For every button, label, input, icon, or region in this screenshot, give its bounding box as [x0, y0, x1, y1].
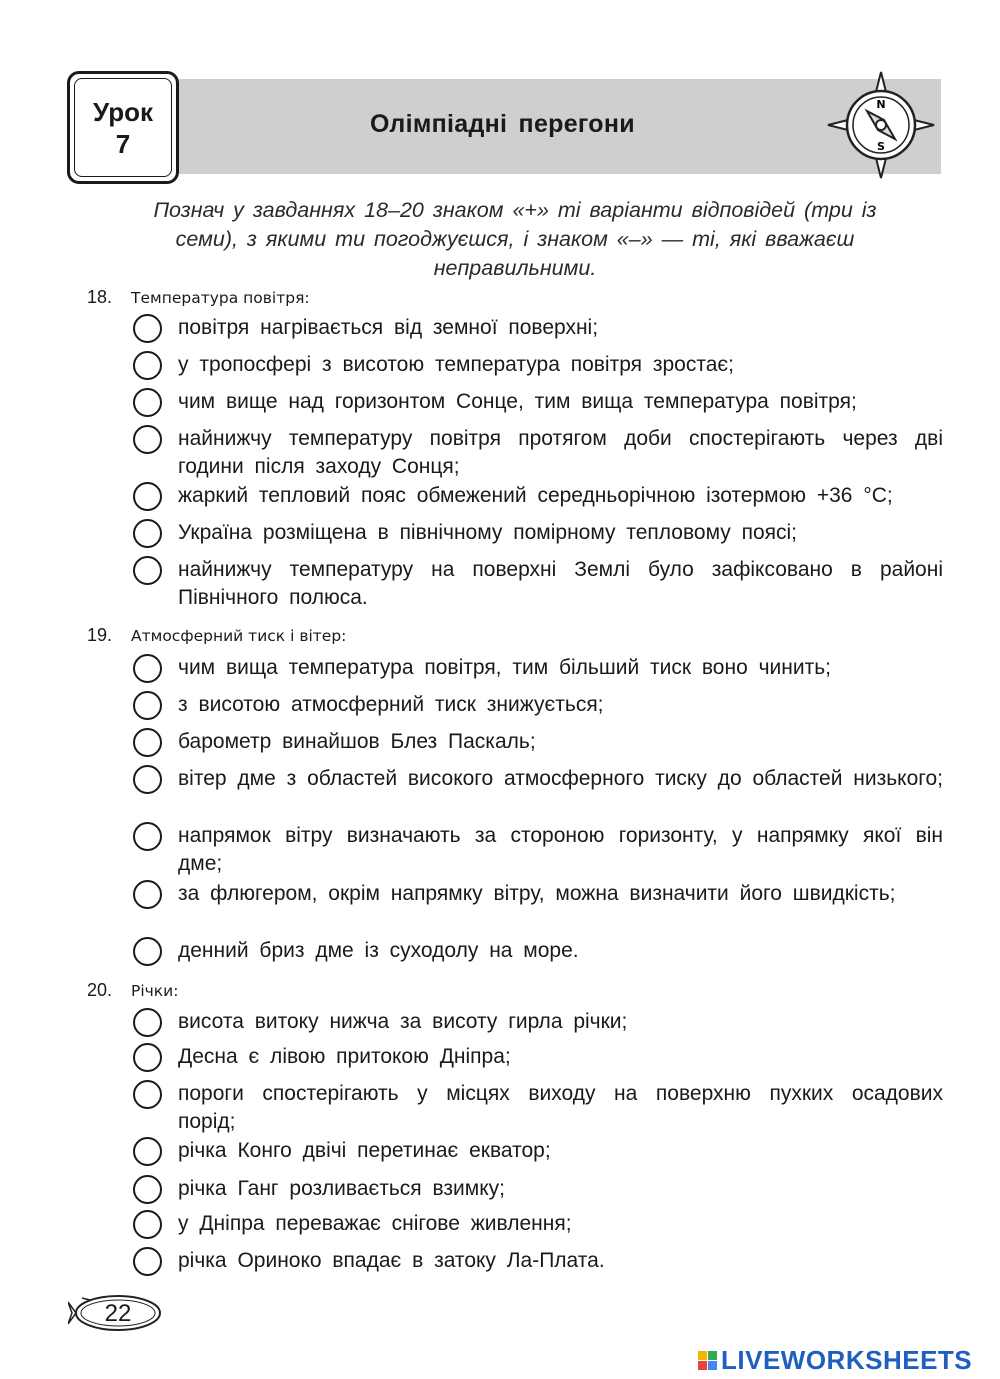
answer-circle-input[interactable]: [133, 691, 162, 720]
question-title: Атмосферний тиск і вітер:: [131, 627, 347, 645]
option-text: з висотою атмосферний тиск знижується;: [178, 693, 604, 716]
option-text: найнижчу температуру повітря протягом доби спостерігають через дві години після заходу Сонця;: [178, 427, 943, 478]
option-text: повітря нагрівається від земної поверхні;: [178, 316, 599, 339]
option-text: денний бриз дме із суходолу на море.: [178, 939, 579, 962]
compass-icon: [826, 70, 936, 180]
option-text: напрямок вітру визначають за стороною горизонту, у напрямку якої він дме;: [178, 824, 943, 875]
answer-circle-input[interactable]: [133, 1043, 162, 1072]
answer-circle-input[interactable]: [133, 519, 162, 548]
option-text: річка Ганг розливається взимку;: [178, 1177, 505, 1200]
liveworksheets-logo-icon: [698, 1351, 717, 1370]
question-18-heading: [87, 287, 310, 308]
instructions-text: Познач у завданнях 18–20 знаком «+» ті варіанти відповідей (три із семи), з якими ти погоджуєшся, і знаком «–» — ті, які вважаєш неправильними.: [153, 198, 877, 280]
lesson-label: Урок: [93, 96, 153, 127]
option-text: чим вища температура повітря, тим більший тиск воно чинить;: [178, 656, 831, 679]
option-text: річка Ориноко впадає в затоку Ла-Плата.: [178, 1249, 605, 1272]
page-title: Олімпіадні перегони: [370, 110, 635, 138]
option-text: жаркий тепловий пояс обмежений середньорічною ізотермою +36 °С;: [178, 484, 893, 507]
answer-circle-input[interactable]: [133, 314, 162, 343]
option-text: барометр винайшов Блез Паскаль;: [178, 730, 536, 753]
option-text: найнижчу температуру на поверхні Землі було зафіксовано в районі Північного полюса.: [178, 558, 943, 609]
answer-circle-input[interactable]: [133, 937, 162, 966]
answer-circle-input[interactable]: [133, 728, 162, 757]
option-text: вітер дме з областей високого атмосферного тиску до областей низького;: [178, 767, 943, 790]
question-number: 20.: [87, 980, 113, 1000]
compass-south-label: S: [877, 140, 885, 153]
option-text: у Дніпра переважає снігове живлення;: [178, 1212, 572, 1235]
brand-name: LIVEWORKSHEETS: [721, 1344, 973, 1375]
lesson-number: 7: [115, 128, 131, 159]
option-text: Україна розміщена в північному помірному тепловому поясі;: [178, 521, 797, 544]
answer-circle-input[interactable]: [133, 654, 162, 683]
question-19-heading: [87, 625, 346, 646]
answer-circle-input[interactable]: [133, 765, 162, 794]
option-text: за флюгером, окрім напрямку вітру, можна визначити його швидкість;: [178, 882, 896, 905]
question-title: Річки:: [131, 982, 179, 1000]
page-number: 22: [104, 1300, 132, 1327]
option-text: у тропосфері з висотою температура повітря зростає;: [178, 353, 734, 376]
compass-north-label: N: [876, 98, 886, 111]
answer-circle-input[interactable]: [133, 1137, 162, 1166]
answer-circle-input[interactable]: [133, 880, 162, 909]
liveworksheets-logo[interactable]: [698, 1345, 972, 1375]
answer-circle-input[interactable]: [133, 1210, 162, 1239]
answer-circle-input[interactable]: [133, 1175, 162, 1204]
question-number: 19.: [87, 625, 113, 645]
answer-circle-input[interactable]: [133, 556, 162, 585]
answer-circle-input[interactable]: [133, 1008, 162, 1037]
option-text: пороги спостерігають у місцях виходу на поверхню пухких осадових порід;: [178, 1082, 943, 1133]
answer-circle-input[interactable]: [133, 482, 162, 511]
answer-circle-input[interactable]: [133, 1247, 162, 1276]
answer-circle-input[interactable]: [133, 388, 162, 417]
answer-circle-input[interactable]: [133, 822, 162, 851]
option-text: річка Конго двічі перетинає екватор;: [178, 1139, 551, 1162]
question-20-heading: [87, 980, 178, 1001]
lesson-badge: [67, 71, 179, 184]
answer-circle-input[interactable]: [133, 425, 162, 454]
option-text: висота витоку нижча за висоту гирла річки;: [178, 1010, 628, 1033]
question-number: 18.: [87, 287, 113, 307]
answer-circle-input[interactable]: [133, 1080, 162, 1109]
answer-circle-input[interactable]: [133, 351, 162, 380]
option-text: Десна є лівою притокою Дніпра;: [178, 1045, 511, 1068]
question-title: Температура повітря:: [131, 289, 310, 307]
option-text: чим вище над горизонтом Сонце, тим вища температура повітря;: [178, 390, 857, 413]
